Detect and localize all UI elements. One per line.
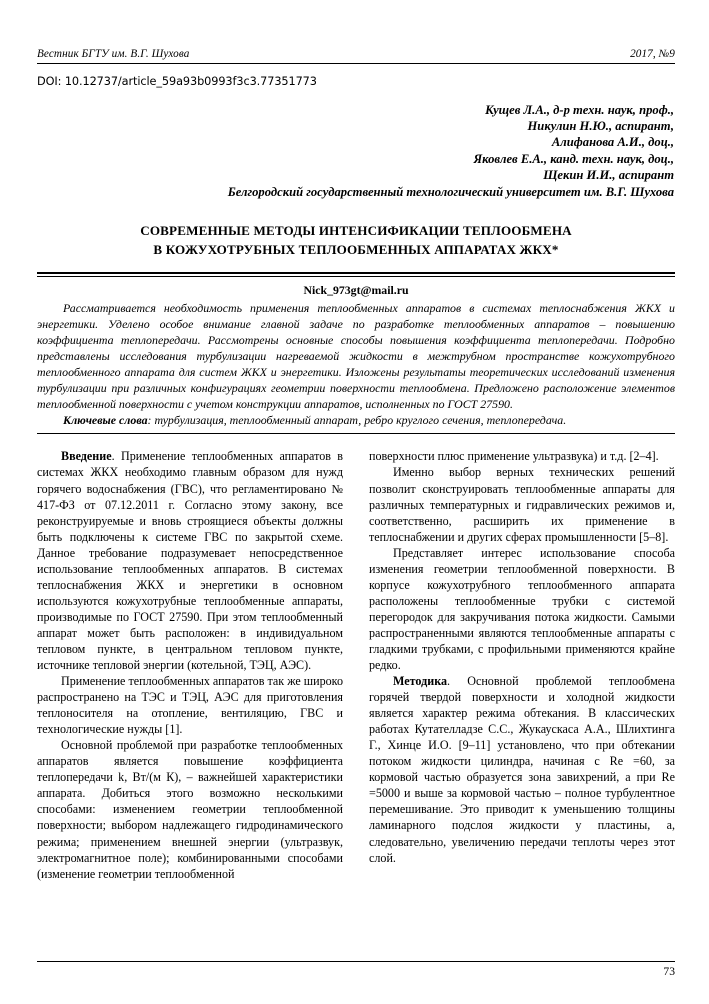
paragraph-text: . Основной проблемой теплообмена горячей твердой поверхности и холодной жидкости является характер режима обтекания. В классических работах Кутателладзе С.С., Жукаускаса А.А., Шлихтинга Г., Хинце И.О. [9–11] установлено, что при обтекании потоком жидкости цилиндра, начиная с Re =60, за кормовой частью образуется зона завихрений, а при Re =5000 и выше за кормовой частью – полное турбулентное перемешивание. Это приводит к уменьшению толщины ламинарного подслоя жидкости у пластины, а, следовательно, увеличению передачи теплоты через этот слой.: [369, 674, 675, 865]
paragraph: [369, 464, 675, 544]
paragraph: [369, 545, 675, 673]
paragraph: [369, 448, 675, 464]
abstract-text: Рассматривается необходимость применения теплообменных аппаратов в системах теплоснабжения ЖКХ и энергетики. Уделено особое внимание главной задаче по разработке теплообменных аппаратов – повышению коэффициента теплопередачи. Рассмотрены основные способы повышения коэффициента теплопередачи. Подробно представлены исследования турбулизации нагреваемой жидкости в межтрубном пространстве кожухотрубного теплообменного аппарата для систем ЖКХ и энергетики. Изложены результаты теоретических исследований изменения турбулизации при различных конфигурациях геометрии поверхности теплообмена. Предложено расположение элементов теплообменной поверхности с учетом конструкции аппаратов, исполненных по ГОСТ 27590.: [37, 301, 675, 412]
page-title: [37, 222, 675, 259]
keywords-text: : турбулизация, теплообменный аппарат, ребро круглого сечения, теплопередача.: [147, 413, 567, 428]
journal-issue: 2017, №9: [630, 48, 675, 60]
journal-name: Вестник БГТУ им. В.Г. Шухова: [37, 48, 190, 60]
author-entry: Яковлев Е.А., канд. техн. наук, доц.,: [473, 151, 674, 166]
paragraph: [369, 673, 675, 866]
footer-rule: [37, 961, 675, 962]
paragraph: [37, 673, 343, 737]
section-heading-metodika: Методика: [393, 674, 448, 689]
author-entry: Алифанова А.И., доц.,: [551, 135, 674, 150]
paragraph-text: Представляет интерес использование способа изменения геометрии теплообменной поверхности. В корпусе кожухотрубного теплообменного аппарата расположены теплообменные трубки с системой перегородок для закручивания потока жидкости. Самыми распространенными являются теплообменные аппараты с гладкими трубками, с профильными применяются крайне редко.: [369, 545, 675, 673]
keywords-paragraph: [37, 412, 675, 428]
author-entry: Кущев Л.А., д-р техн. наук, проф.,: [485, 103, 674, 117]
title-line-2: В КОЖУХОТРУБНЫХ ТЕПЛООБМЕННЫХ АППАРАТАХ ЖКХ*: [153, 241, 559, 257]
title-line-1: СОВРЕМЕННЫЕ МЕТОДЫ ИНТЕНСИФИКАЦИИ ТЕПЛООБМЕНА: [140, 223, 572, 239]
affiliation: Белгородский государственный технологический университет им. В.Г. Шухова: [227, 185, 674, 200]
author-entry: Щекин И.И., аспирант: [543, 167, 674, 182]
paragraph-text: Применение теплообменных аппаратов так же широко распространено на ТЭС и ТЭЦ, АЭС для приготовления теплоносителя на отопление, вентиляцию, ГВС и технологические нужды [1].: [37, 674, 343, 737]
body-columns: [37, 448, 675, 938]
title-double-rule: [37, 272, 675, 277]
keywords-label: Ключевые слова: [63, 413, 148, 428]
section-heading-vvedenie: Введение: [61, 449, 112, 464]
paragraph: [37, 448, 343, 673]
running-head: [37, 48, 675, 63]
doi-text: DOI: 10.12737/article_59a93b0993f3c3.77351773: [37, 75, 317, 88]
contact-email: Nick_973gt@mail.ru: [303, 283, 409, 298]
running-head-rule: [37, 63, 675, 64]
author-entry: Никулин Н.Ю., аспирант,: [527, 119, 674, 134]
paragraph-text: Основной проблемой при разработке теплообменных аппаратов является повышение коэффициента теплопередачи k, Вт/(м К), – важнейшей характеристики аппарата. Добиться этого возможно несколькими способами: изменением геометрии теплообменной поверхности; выбором надлежащего гидродинамического режима; применением внешней энергии (ультразвук, электромагнитное поле); комбинированными способами (изменение геометрии теплообменной: [37, 738, 343, 881]
paragraph-text: поверхности плюс применение ультразвука) и т.д. [2–4].: [369, 449, 659, 464]
page-number: 73: [663, 965, 675, 978]
right-column: [369, 448, 675, 938]
author-list: [37, 102, 675, 183]
left-column: [37, 448, 343, 938]
paragraph-text: . Применение теплообменных аппаратов в системах ЖКХ необходимо главным образом для нужд горячего водоснабжения (ГВС), что регламентировано № 417-ФЗ от 07.12.2011 г. Согласно этому закону, все реконструируемые и вновь строящиеся объекты должны быть подключены к системе ГВС по закрытой схеме. Данное требование подразумевает непосредственное использование теплообменных аппаратов. В системах теплоснабжения ЖКХ и энергетики в основном используются кожухотрубные теплообменные аппараты, производимые по ГОСТ 27590. При этом теплообменный аппарат может быть расположен: в индивидуальном тепловом пункте, в центральном тепловом пункте, источнике тепловой энергии (котельной, ТЭЦ, АЭС).: [37, 449, 343, 673]
page-footer: [37, 961, 675, 978]
paragraph-text: Именно выбор верных технических решений позволит сконструировать теплообменные аппараты для различных температурных и гидравлических режимов и, соответственно, расширить их применение в теплоснабжении и других сферах промышленности [5–8].: [369, 465, 675, 544]
paragraph: [37, 737, 343, 881]
abstract-rule: [37, 433, 675, 434]
